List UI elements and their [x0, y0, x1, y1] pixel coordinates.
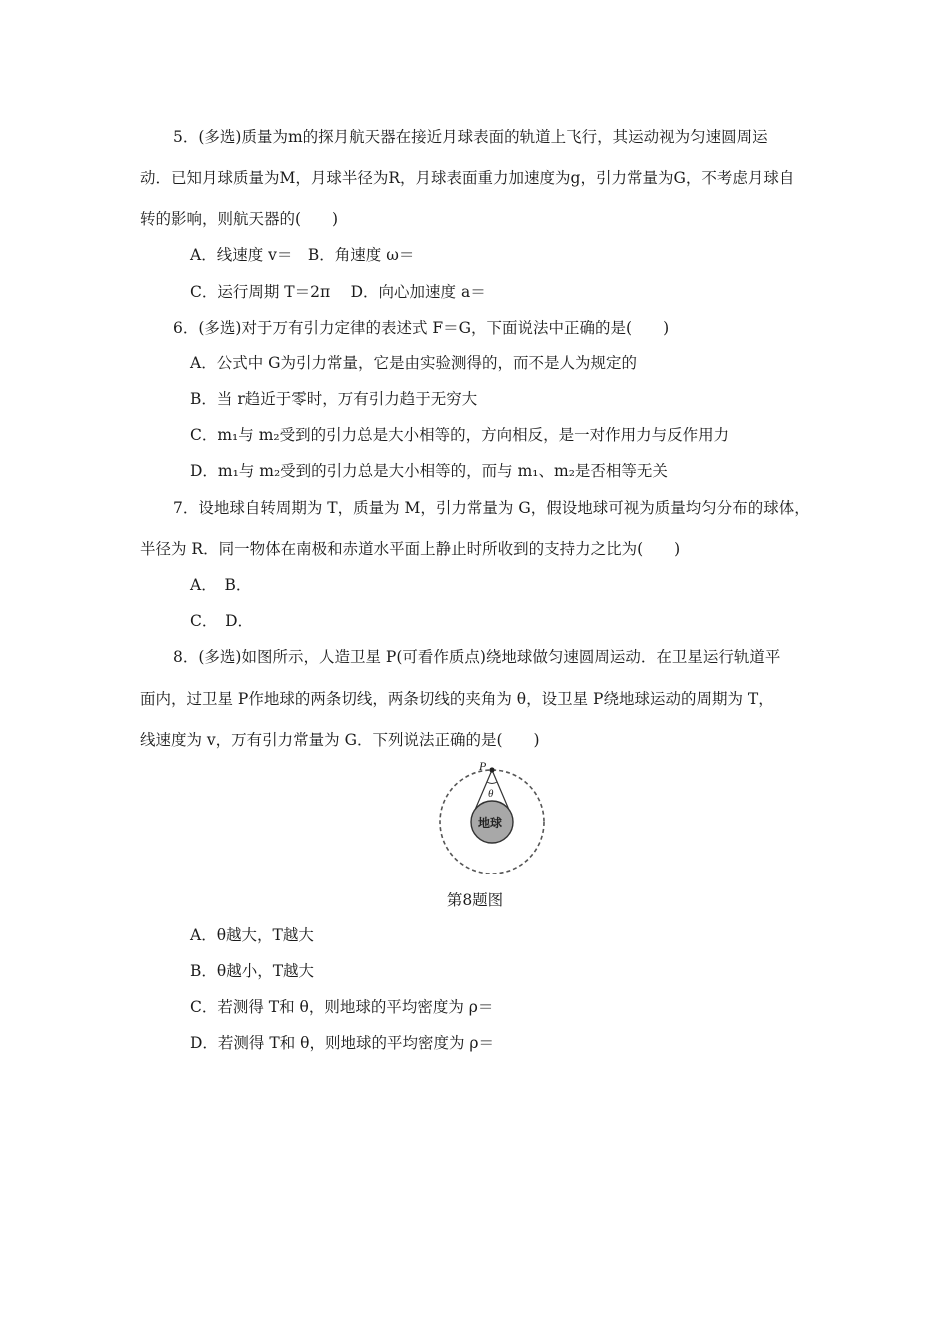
satellite-orbit-diagram: [436, 760, 548, 874]
q6-option-c: C．m₁与 m₂受到的引力总是大小相等的，方向相反，是一对作用力与反作用力: [190, 426, 730, 444]
q6-option-d: D．m₁与 m₂受到的引力总是大小相等的，而与 m₁、m₂是否相等无关: [190, 462, 668, 480]
q5-line1: 5．(多选)质量为m的探月航天器在接近月球表面的轨道上飞行，其运动视为匀速圆周运: [173, 128, 768, 146]
angle-arc: [487, 782, 497, 784]
q5-line2: 动．已知月球质量为M，月球半径为R，月球表面重力加速度为g，引力常量为G，不考虑月球自: [140, 169, 795, 187]
q5-options-cd: C．运行周期 T＝2π D．向心加速度 a＝: [190, 283, 486, 301]
q8-line3: 线速度为 v，万有引力常量为 G．下列说法正确的是( ): [140, 731, 540, 749]
q7-options-cd: C． D．: [190, 612, 254, 630]
q7-line1: 7．设地球自转周期为 T，质量为 M，引力常量为 G，假设地球可视为质量均匀分布的球体，: [173, 499, 810, 517]
angle-label: θ: [488, 788, 494, 800]
q7-line2: 半径为 R．同一物体在南极和赤道水平面上静止时所收到的支持力之比为( ): [140, 540, 681, 558]
earth-label: 地球: [478, 816, 503, 830]
satellite-point: [489, 767, 494, 772]
q5-line3: 转的影响，则航天器的( ): [140, 210, 339, 228]
q5-options-ab: A．线速度 v＝ B．角速度 ω＝: [190, 246, 415, 264]
figure-caption: 第8题图: [446, 891, 504, 909]
q6-option-a: A．公式中 G为引力常量，它是由实验测得的，而不是人为规定的: [190, 354, 638, 372]
q8-option-b: B．θ越小，T越大: [190, 962, 315, 980]
q6-line1: 6．(多选)对于万有引力定律的表述式 F＝G，下面说法中正确的是( ): [173, 319, 670, 337]
q7-options-ab: A． B．: [190, 576, 252, 594]
q8-option-d: D．若测得 T和 θ，则地球的平均密度为 ρ＝: [190, 1034, 494, 1052]
q8-line1: 8．(多选)如图所示，人造卫星 P(可看作质点)绕地球做匀速圆周运动．在卫星运行轨道平: [173, 648, 781, 666]
q8-line2: 面内，过卫星 P作地球的两条切线，两条切线的夹角为 θ，设卫星 P绕地球运动的周期为 T，: [140, 690, 774, 708]
q6-option-b: B．当 r趋近于零时，万有引力趋于无穷大: [190, 390, 478, 408]
q8-option-a: A．θ越大，T越大: [190, 926, 314, 944]
q8-option-c: C．若测得 T和 θ，则地球的平均密度为 ρ＝: [190, 998, 494, 1016]
satellite-label: P: [479, 760, 487, 773]
